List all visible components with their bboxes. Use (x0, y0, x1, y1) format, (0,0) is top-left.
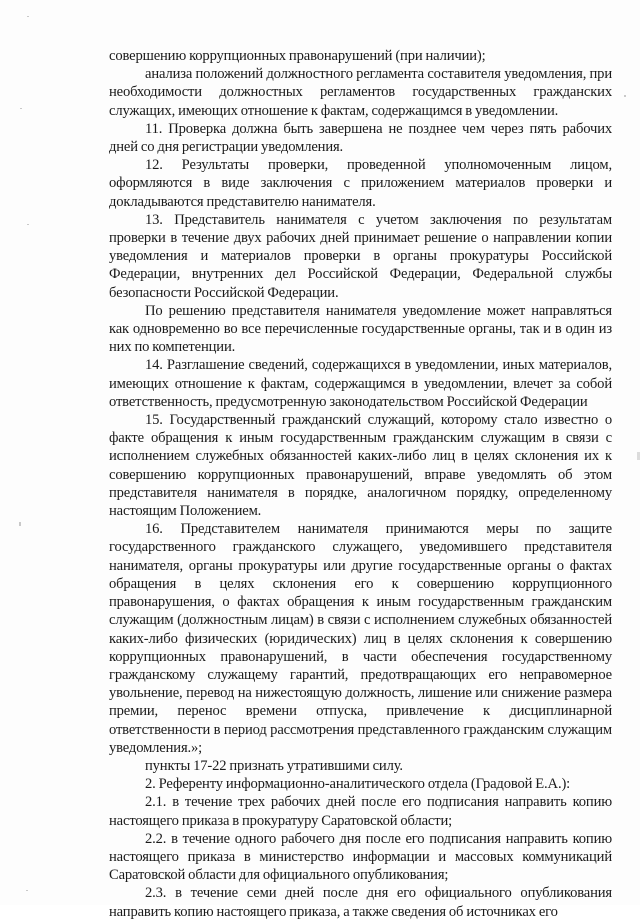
scan-speck (624, 95, 626, 97)
paragraph-2: 2. Референту информационно-аналитического отдела (Градовой Е.А.): (145, 776, 571, 793)
paragraph-13: 13. Представитель нанимателя с учетом заключения по результатам проверки в течение двух рабочих дней принимает решение о направлении копии уведомления и материалов проверки в органы прокуратуры Российской Федерации, внутренних дел Российской Федерации, Федеральной службы безопасности Российской Федерации. (109, 211, 612, 301)
paragraph-2-1: 2.1. в течение трех рабочих дней после его подписания направить копию настоящего приказа в прокуратуру Саратовской области; (109, 794, 612, 829)
paragraph-14: 14. Разглашение сведений, содержащихся в уведомлении, иных материалов, имеющих отношение к фактам, содержащимся в уведомлении, влечет за собой ответственность, предусмотренную законодательством Российской Федерации (109, 357, 612, 410)
paragraph-2-3: 2.3. в течение семи дней после дня его официального опубликования направить копию настоящего приказа, а также сведения об источниках его (109, 885, 612, 920)
paragraph-2-2: 2.2. в течение одного рабочего дня после его подписания направить копию настоящего приказа в министерство информации и массовых коммуникаций Саратовской области для официального опубликования; (109, 830, 612, 884)
paragraph-16: 16. Представителем нанимателя принимаются меры по защите государственного гражданского служащего, уведомившего представителя нанимателя, органы прокуратуры или другие государственные органы о фактах обращения в целях склонения его к совершению коррупционного правонарушения, о фактах обращения к иным государственным гражданским служащим (должностным лицам) в связи с исполнением служебных обязанностей каких-либо физических (юридических) лиц в целях склонения к совершению коррупционных правонарушений, в части обеспечения государственному гражданскому служащему гарантий, предотвращающих его неправомерное увольнение, перевод на нижестоящую должность, лишение или снижение размера премии, перенос времени отпуска, привлечение к дисциплинарной ответственности в период рассмотрения представленного гражданским служащим уведомления.»; (109, 521, 612, 756)
scan-speck (26, 890, 28, 891)
paragraph-end-of-previous-item: совершению коррупционных правонарушений (при наличии); (109, 48, 486, 64)
paragraph-11: 11. Проверка должна быть завершена не позднее чем через пять рабочих дней со дня регистрации уведомления. (109, 120, 612, 156)
paragraph-13-continuation: По решению представителя нанимателя уведомление может направляться как одновременно во все перечисленные государственные органы, так и в один из них по компетенции. (109, 302, 612, 356)
document-body (109, 47, 612, 921)
scan-speck (19, 522, 21, 526)
paragraph-12: 12. Результаты проверки, проведенной уполномоченным лицом, оформляются в виде заключения с приложением материалов проверки и докладываются представителю нанимателя. (109, 157, 612, 210)
paragraph-15: 15. Государственный гражданский служащий, которому стало известно о факте обращения к иным государственным гражданским служащим в связи с исполнением служебных обязанностей каких-либо лиц в целях склонения их к совершению коррупционных правонарушений, вправе уведомлять об этом представителя нанимателя в порядке, аналогичном порядку, определенному настоящим Положением. (109, 412, 612, 520)
paragraph-points-void: пункты 17-22 признать утратившими силу. (145, 757, 403, 774)
scan-speck (27, 224, 29, 225)
scan-speck (27, 16, 29, 17)
scan-speck (20, 108, 22, 109)
paragraph-analysis: анализа положений должностного регламента составителя уведомления, при необходимости должностных регламентов государственных гражданских служащих, имеющих отношение к фактам, содержащимся в уведомлении. (109, 66, 612, 119)
